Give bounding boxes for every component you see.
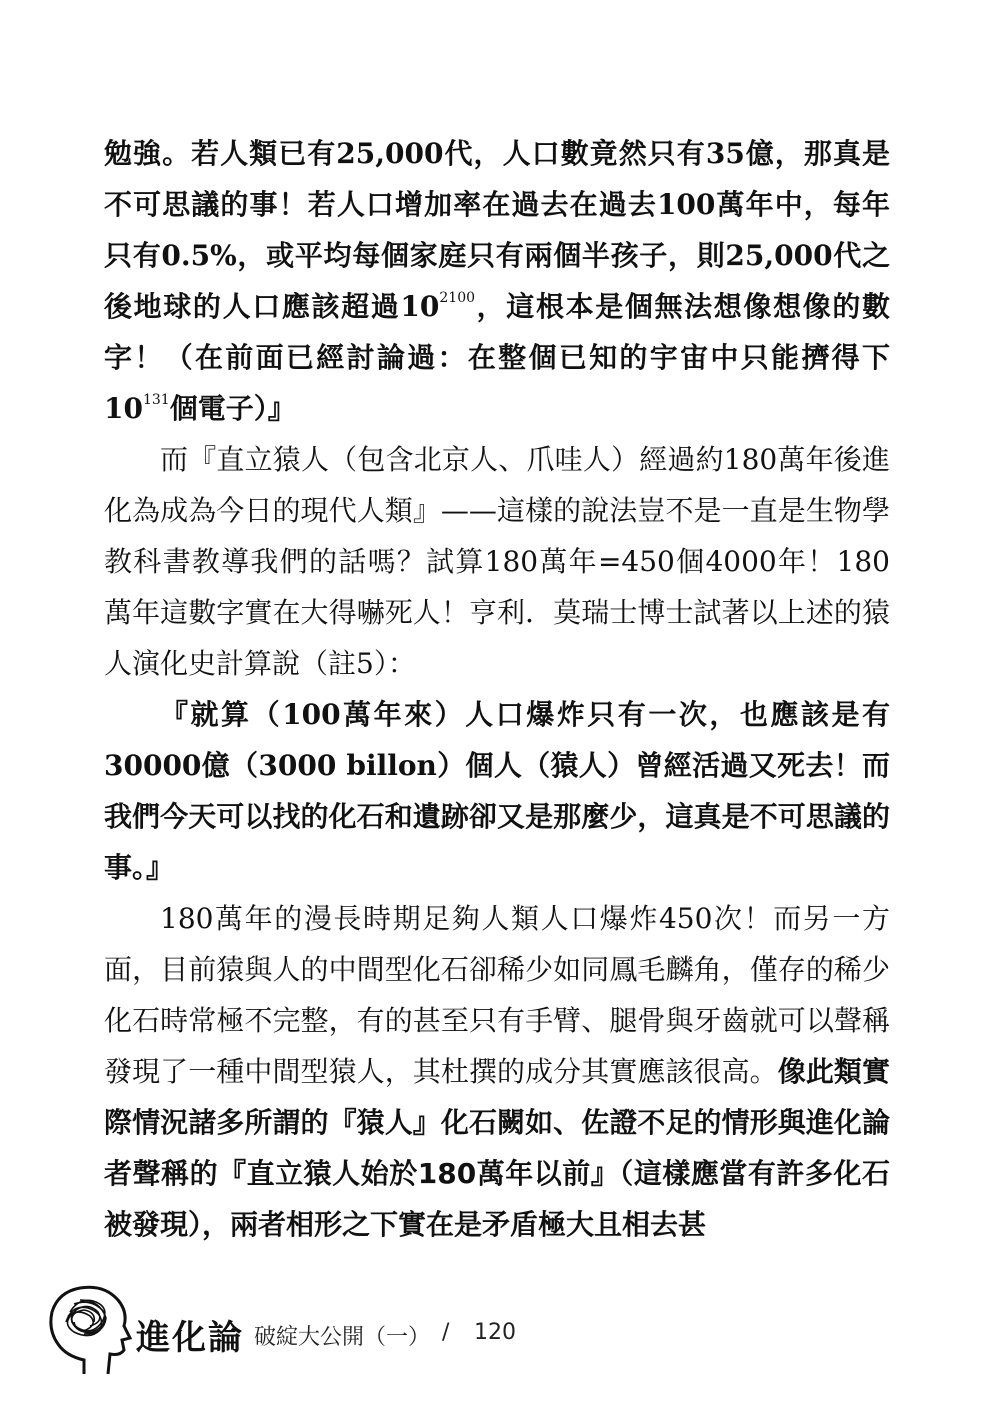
superscript-exponent-2100: 2100 — [439, 290, 476, 306]
book-subtitle: 破綻大公開（一） — [254, 1325, 431, 1350]
paragraph-erectus: 而『直立猿人（包含北京人、爪哇人）經過約180萬年後進化為成為今日的現代人類』——這樣的說法豈不是一直是生物學教科書教導我們的話嗎？試算180萬年=450個4000年！180萬年這數字實在大得嚇死人！亨利．莫瑞士博士試著以上述的猿人演化史計算說（註5）： — [104, 443, 890, 680]
head-brain-icon — [44, 1282, 134, 1378]
superscript-exponent-131: 131 — [142, 392, 170, 408]
quote-text-b: ，這根本是個無法想像想像的數字！（在前面已經討論過：在整個已知的宇宙中只能擠得下10 — [104, 290, 890, 425]
page-number: 120 — [474, 1320, 516, 1345]
quote-text-a: 勉強。若人類已有25,000代，人口數竟然只有35億，那真是不可思議的事！若人口增加率在過去在過去100萬年中，每年只有0.5%，或平均每個家庭只有兩個半孩子，則25,000代之後地球的人口應該超過10 — [104, 137, 890, 323]
page-body — [104, 128, 890, 1250]
fossils-bold-text: 像此類實際情況諸多所謂的『猿人』化石闕如、佐證不足的情形與進化論者聲稱的『直立猿人始於180萬年以前』（這樣應當有許多化石被發現），兩者相形之下實在是矛盾極大且相去甚 — [104, 1055, 890, 1241]
fossils-text: 180萬年的漫長時期足夠人類人口爆炸450次！而另一方面，目前猿與人的中間型化石卻稀少如同鳳毛麟角，僅存的稀少化石時常極不完整，有的甚至只有手臂、腿骨與牙齒就可以聲稱發現了一種中間型猿人，其杜撰的成分其實應該很高。 — [104, 902, 890, 1088]
book-series-logo: 進化論 — [136, 1318, 244, 1358]
paragraph-morris-quote: 『就算（100萬年來）人口爆炸只有一次，也應該是有30000億（3000 billon）個人（猿人）曾經活過又死去！而我們今天可以找的化石和遺跡卻又是那麼少，這真是不可思議的事。』 — [104, 698, 890, 884]
quote-text-c: 個電子）』 — [169, 392, 296, 425]
page-footer — [44, 1282, 644, 1378]
paragraph-quote-continued — [104, 128, 890, 434]
footer-separator: / — [442, 1320, 450, 1345]
paragraph-fossils — [104, 893, 890, 1250]
